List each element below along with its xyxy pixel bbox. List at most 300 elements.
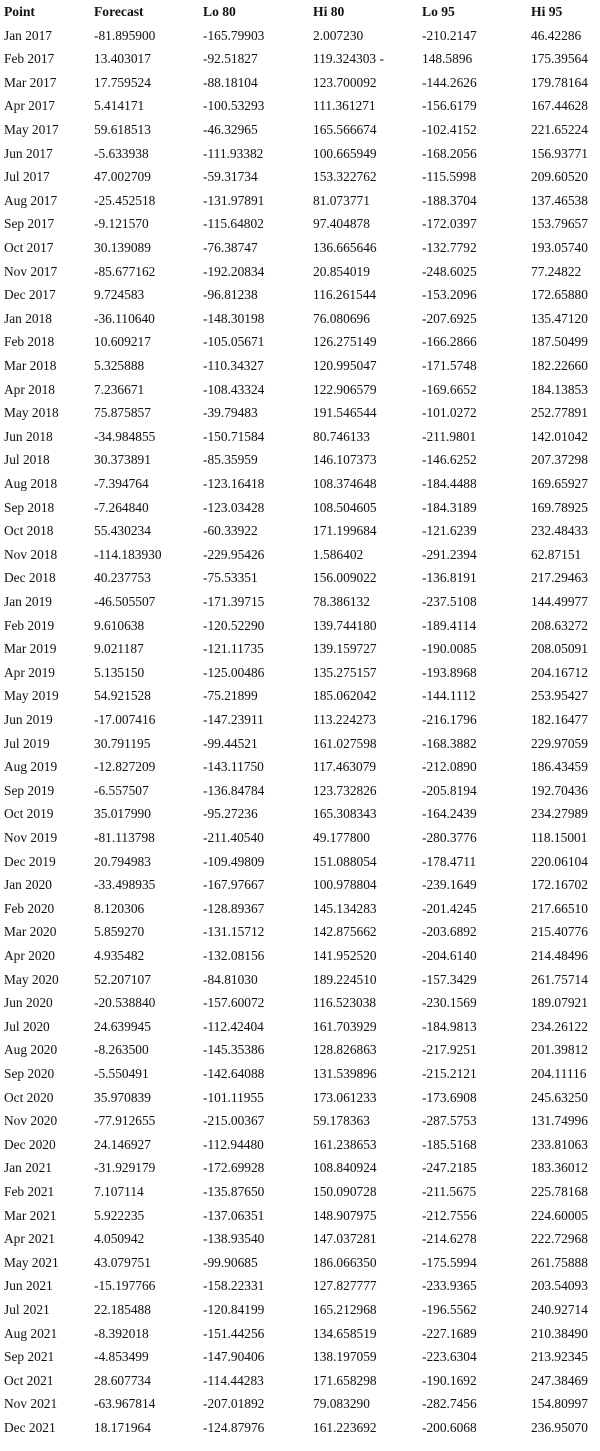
table-row bbox=[0, 236, 600, 260]
table-row bbox=[0, 307, 600, 331]
lo-80-cell: -123.03428 bbox=[203, 499, 265, 515]
hi-95-cell: 209.60520 bbox=[531, 169, 588, 185]
hi-80-cell: 108.374648 bbox=[313, 476, 377, 491]
hi-95-cell: 187.50499 bbox=[531, 334, 588, 350]
point-cell: Jul 2017 bbox=[4, 169, 50, 185]
table-row bbox=[0, 826, 600, 850]
forecast-cell: -6.557507 bbox=[94, 782, 149, 798]
point-cell: May 2021 bbox=[4, 1254, 59, 1270]
hi-80-cell: 136.665646 bbox=[313, 240, 377, 255]
table-row bbox=[0, 1416, 600, 1440]
lo-80-cell: -135.87650 bbox=[203, 1184, 265, 1199]
lo-95-cell: -169.6652 bbox=[422, 381, 477, 397]
table-row bbox=[0, 1133, 600, 1157]
point-cell: Apr 2018 bbox=[4, 381, 55, 397]
hi-80-cell: 1.586402 bbox=[313, 546, 364, 562]
lo-95-cell: -212.7556 bbox=[422, 1207, 477, 1223]
point-cell: Aug 2019 bbox=[4, 759, 58, 775]
forecast-cell: -4.853499 bbox=[94, 1349, 149, 1365]
point-cell: Aug 2017 bbox=[4, 192, 58, 208]
header-lo-95: Lo 95 bbox=[422, 4, 455, 19]
point-cell: Apr 2017 bbox=[4, 98, 55, 114]
hi-95-cell: 201.39812 bbox=[531, 1042, 588, 1058]
hi-95-cell: 245.63250 bbox=[531, 1089, 588, 1105]
forecast-cell: 7.236671 bbox=[94, 381, 145, 397]
lo-95-cell: -280.3776 bbox=[422, 830, 477, 845]
lo-95-cell: -207.6925 bbox=[422, 310, 477, 326]
header-forecast: Forecast bbox=[94, 4, 144, 19]
table-row bbox=[0, 212, 600, 236]
hi-95-cell: 247.38469 bbox=[531, 1372, 588, 1388]
hi-80-cell: 150.090728 bbox=[313, 1184, 377, 1199]
point-cell: Feb 2019 bbox=[4, 617, 55, 633]
lo-95-cell: -175.5994 bbox=[422, 1254, 477, 1270]
lo-95-cell: -214.6278 bbox=[422, 1231, 477, 1247]
table-row bbox=[0, 1274, 600, 1298]
lo-95-cell: -216.1796 bbox=[422, 712, 477, 727]
forecast-cell: -15.197766 bbox=[94, 1278, 156, 1294]
forecast-cell: -34.984855 bbox=[94, 428, 156, 444]
hi-95-cell: 217.29463 bbox=[531, 570, 588, 586]
lo-95-cell: -200.6068 bbox=[422, 1420, 477, 1435]
lo-95-cell: -211.5675 bbox=[422, 1184, 477, 1199]
lo-80-cell: -99.44521 bbox=[203, 735, 258, 751]
hi-95-cell: 208.63272 bbox=[531, 617, 588, 633]
hi-95-cell: 172.65880 bbox=[531, 287, 588, 303]
header-lo-80: Lo 80 bbox=[203, 4, 236, 19]
lo-95-cell: -168.3882 bbox=[422, 735, 477, 751]
hi-80-cell: 111.361271 bbox=[313, 98, 376, 114]
lo-80-cell: -215.00367 bbox=[203, 1113, 265, 1129]
table-row bbox=[0, 448, 600, 472]
forecast-cell: 5.135150 bbox=[94, 664, 145, 680]
hi-95-cell: 169.78925 bbox=[531, 499, 588, 515]
hi-95-cell: 144.49977 bbox=[531, 594, 588, 609]
table-row bbox=[0, 732, 600, 756]
table-row bbox=[0, 637, 600, 661]
forecast-cell: 5.414171 bbox=[94, 98, 145, 114]
hi-80-cell: 156.009022 bbox=[313, 570, 377, 586]
table-row bbox=[0, 661, 600, 685]
hi-95-cell: 213.92345 bbox=[531, 1349, 588, 1365]
header-row bbox=[0, 0, 600, 24]
forecast-cell: -17.007416 bbox=[94, 712, 156, 727]
hi-95-cell: 62.87151 bbox=[531, 546, 582, 562]
hi-95-cell: 220.06104 bbox=[531, 853, 588, 869]
lo-80-cell: -137.06351 bbox=[203, 1207, 265, 1223]
header-hi-80: Hi 80 bbox=[313, 4, 345, 19]
table-row bbox=[0, 614, 600, 638]
lo-95-cell: -193.8968 bbox=[422, 664, 477, 680]
lo-95-cell: -184.9813 bbox=[422, 1018, 477, 1034]
lo-80-cell: -136.84784 bbox=[203, 782, 265, 798]
hi-95-cell: 179.78164 bbox=[531, 74, 588, 90]
forecast-cell: -85.677162 bbox=[94, 263, 156, 279]
hi-95-cell: 167.44628 bbox=[531, 98, 588, 114]
table-row bbox=[0, 684, 600, 708]
forecast-cell: -5.550491 bbox=[94, 1066, 149, 1081]
point-cell: Oct 2021 bbox=[4, 1372, 54, 1388]
hi-95-cell: 261.75714 bbox=[531, 971, 588, 987]
lo-80-cell: -147.23911 bbox=[203, 712, 264, 727]
hi-95-cell: 182.22660 bbox=[531, 358, 588, 373]
hi-95-cell: 169.65927 bbox=[531, 476, 588, 491]
hi-80-cell: 100.978804 bbox=[313, 877, 377, 893]
table-row bbox=[0, 1086, 600, 1110]
table-row bbox=[0, 260, 600, 284]
hi-80-cell: 185.062042 bbox=[313, 688, 377, 704]
point-cell: May 2017 bbox=[4, 122, 59, 137]
forecast-cell: 30.139089 bbox=[94, 240, 151, 255]
forecast-cell: -20.538840 bbox=[94, 995, 156, 1011]
point-cell: Sep 2017 bbox=[4, 216, 55, 232]
hi-95-cell: 131.74996 bbox=[531, 1113, 588, 1129]
table-row bbox=[0, 850, 600, 874]
point-cell: Feb 2020 bbox=[4, 900, 55, 916]
table-row bbox=[0, 1156, 600, 1180]
hi-80-cell: 173.061233 bbox=[313, 1089, 377, 1105]
hi-95-cell: 204.16712 bbox=[531, 664, 588, 680]
hi-95-cell: 204.11116 bbox=[531, 1066, 587, 1081]
hi-95-cell: 225.78168 bbox=[531, 1184, 588, 1199]
hi-80-cell: 165.308343 bbox=[313, 806, 377, 822]
table-row bbox=[0, 920, 600, 944]
forecast-cell: 35.970839 bbox=[94, 1089, 151, 1105]
hi-95-cell: 208.05091 bbox=[531, 641, 588, 657]
table-row bbox=[0, 1109, 600, 1133]
hi-95-cell: 142.01042 bbox=[531, 428, 588, 444]
lo-80-cell: -142.64088 bbox=[203, 1066, 265, 1081]
point-cell: May 2020 bbox=[4, 971, 59, 987]
lo-80-cell: -124.87976 bbox=[203, 1420, 265, 1435]
hi-95-cell: 192.70436 bbox=[531, 782, 588, 798]
forecast-cell: 24.146927 bbox=[94, 1136, 151, 1152]
lo-80-cell: -88.18104 bbox=[203, 74, 258, 90]
forecast-cell: 47.002709 bbox=[94, 169, 151, 185]
forecast-cell: 9.021187 bbox=[94, 641, 144, 657]
hi-80-cell: 116.261544 bbox=[313, 287, 377, 303]
forecast-cell: 20.794983 bbox=[94, 853, 151, 869]
lo-95-cell: -211.9801 bbox=[422, 428, 477, 444]
hi-80-cell: 131.539896 bbox=[313, 1066, 377, 1081]
table-row bbox=[0, 873, 600, 897]
hi-80-cell: 139.159727 bbox=[313, 641, 377, 657]
forecast-cell: -31.929179 bbox=[94, 1160, 156, 1176]
lo-95-cell: -210.2147 bbox=[422, 27, 477, 43]
hi-80-cell: 122.906579 bbox=[313, 381, 377, 397]
hi-80-cell: 171.658298 bbox=[313, 1372, 377, 1388]
point-cell: Nov 2021 bbox=[4, 1396, 58, 1412]
lo-95-cell: -121.6239 bbox=[422, 523, 477, 539]
lo-80-cell: -158.22331 bbox=[203, 1278, 265, 1294]
forecast-cell: 40.237753 bbox=[94, 570, 151, 586]
hi-80-cell: 108.504605 bbox=[313, 499, 377, 515]
lo-80-cell: -192.20834 bbox=[203, 263, 265, 279]
lo-80-cell: -85.35959 bbox=[203, 452, 258, 468]
hi-95-cell: 232.48433 bbox=[531, 523, 588, 539]
hi-95-cell: 233.81063 bbox=[531, 1136, 588, 1152]
hi-80-cell: 2.007230 bbox=[313, 27, 364, 43]
point-cell: Feb 2018 bbox=[4, 334, 55, 350]
lo-80-cell: -120.84199 bbox=[203, 1302, 265, 1317]
hi-80-cell: 80.746133 bbox=[313, 428, 370, 444]
point-cell: Dec 2017 bbox=[4, 287, 56, 303]
forecast-cell: -81.895900 bbox=[94, 27, 156, 43]
lo-80-cell: -143.11750 bbox=[203, 759, 264, 775]
hi-80-cell: 135.275157 bbox=[313, 664, 377, 680]
lo-80-cell: -59.31734 bbox=[203, 169, 258, 185]
point-cell: Aug 2018 bbox=[4, 476, 58, 491]
hi-80-cell: 128.826863 bbox=[313, 1042, 377, 1058]
point-cell: Jul 2021 bbox=[4, 1302, 50, 1317]
point-cell: Jun 2017 bbox=[4, 145, 53, 161]
forecast-cell: -12.827209 bbox=[94, 759, 156, 775]
table-row bbox=[0, 543, 600, 567]
hi-80-cell: 116.523038 bbox=[313, 995, 377, 1011]
forecast-cell: 75.875857 bbox=[94, 405, 151, 421]
lo-80-cell: -148.30198 bbox=[203, 310, 265, 326]
hi-80-cell: 186.066350 bbox=[313, 1254, 377, 1270]
forecast-cell: 18.171964 bbox=[94, 1420, 151, 1435]
point-cell: Nov 2017 bbox=[4, 263, 58, 279]
lo-80-cell: -112.94480 bbox=[203, 1136, 264, 1152]
lo-95-cell: 148.5896 bbox=[422, 51, 473, 67]
lo-95-cell: -166.2866 bbox=[422, 334, 477, 350]
forecast-cell: 4.050942 bbox=[94, 1231, 145, 1247]
lo-80-cell: -171.39715 bbox=[203, 594, 265, 609]
lo-80-cell: -145.35386 bbox=[203, 1042, 265, 1058]
point-cell: Dec 2020 bbox=[4, 1136, 56, 1152]
point-cell: Oct 2019 bbox=[4, 806, 54, 822]
hi-95-cell: 154.80997 bbox=[531, 1396, 588, 1412]
lo-80-cell: -76.38747 bbox=[203, 240, 258, 255]
forecast-cell: 4.935482 bbox=[94, 948, 145, 963]
lo-95-cell: -190.0085 bbox=[422, 641, 477, 657]
table-row bbox=[0, 1204, 600, 1228]
hi-95-cell: 156.93771 bbox=[531, 145, 588, 161]
hi-80-cell: 81.073771 bbox=[313, 192, 370, 208]
lo-80-cell: -60.33922 bbox=[203, 523, 258, 539]
forecast-cell: -9.121570 bbox=[94, 216, 149, 232]
hi-80-cell: 161.703929 bbox=[313, 1018, 377, 1034]
hi-95-cell: 186.43459 bbox=[531, 759, 588, 775]
hi-95-cell: 222.72968 bbox=[531, 1231, 588, 1247]
point-cell: Feb 2021 bbox=[4, 1184, 55, 1199]
table-row bbox=[0, 991, 600, 1015]
lo-80-cell: -92.51827 bbox=[203, 51, 258, 67]
point-cell: Mar 2017 bbox=[4, 74, 57, 90]
lo-80-cell: -39.79483 bbox=[203, 405, 258, 421]
forecast-cell: 28.607734 bbox=[94, 1372, 151, 1388]
point-cell: Feb 2017 bbox=[4, 51, 55, 67]
lo-95-cell: -190.1692 bbox=[422, 1372, 477, 1388]
point-cell: Jul 2019 bbox=[4, 735, 50, 751]
table-row bbox=[0, 330, 600, 354]
lo-95-cell: -144.1112 bbox=[422, 688, 476, 704]
hi-95-cell: 153.79657 bbox=[531, 216, 588, 232]
table-row bbox=[0, 1392, 600, 1416]
forecast-cell: 30.791195 bbox=[94, 735, 151, 751]
hi-80-cell: 76.080696 bbox=[313, 310, 370, 326]
lo-95-cell: -144.2626 bbox=[422, 74, 477, 90]
lo-95-cell: -156.6179 bbox=[422, 98, 477, 114]
table-row bbox=[0, 425, 600, 449]
hi-95-cell: 193.05740 bbox=[531, 240, 588, 255]
lo-80-cell: -114.44283 bbox=[203, 1372, 264, 1388]
hi-80-cell: 78.386132 bbox=[313, 594, 370, 609]
header-hi-95: Hi 95 bbox=[531, 4, 563, 19]
point-cell: Apr 2019 bbox=[4, 664, 55, 680]
hi-80-cell: 161.223692 bbox=[313, 1420, 377, 1435]
forecast-cell: 59.618513 bbox=[94, 122, 151, 137]
hi-95-cell: 137.46538 bbox=[531, 192, 588, 208]
hi-80-cell: 191.546544 bbox=[313, 405, 377, 421]
hi-80-cell: 165.212968 bbox=[313, 1302, 377, 1317]
hi-95-cell: 234.27989 bbox=[531, 806, 588, 822]
lo-95-cell: -287.5753 bbox=[422, 1113, 477, 1129]
hi-95-cell: 135.47120 bbox=[531, 310, 588, 326]
lo-95-cell: -171.5748 bbox=[422, 358, 477, 373]
point-cell: Oct 2017 bbox=[4, 240, 54, 255]
lo-95-cell: -239.1649 bbox=[422, 877, 477, 893]
forecast-cell: -8.263500 bbox=[94, 1042, 149, 1058]
point-cell: Nov 2020 bbox=[4, 1113, 58, 1129]
lo-95-cell: -178.4711 bbox=[422, 853, 477, 869]
hi-95-cell: 234.26122 bbox=[531, 1018, 588, 1034]
forecast-cell: 5.859270 bbox=[94, 924, 145, 940]
table-row bbox=[0, 94, 600, 118]
lo-95-cell: -247.2185 bbox=[422, 1160, 477, 1176]
table-row bbox=[0, 944, 600, 968]
lo-80-cell: -147.90406 bbox=[203, 1349, 265, 1365]
table-row bbox=[0, 1015, 600, 1039]
point-cell: Nov 2018 bbox=[4, 546, 58, 562]
table-row bbox=[0, 802, 600, 826]
table-row bbox=[0, 1322, 600, 1346]
point-cell: Dec 2021 bbox=[4, 1420, 56, 1435]
forecast-cell: 35.017990 bbox=[94, 806, 151, 822]
hi-95-cell: 189.07921 bbox=[531, 995, 588, 1011]
lo-95-cell: -233.9365 bbox=[422, 1278, 477, 1294]
hi-80-cell: 100.665949 bbox=[313, 145, 377, 161]
table-row bbox=[0, 968, 600, 992]
hi-80-cell: 79.083290 bbox=[313, 1396, 370, 1412]
forecast-cell: -46.505507 bbox=[94, 594, 156, 609]
point-cell: Aug 2020 bbox=[4, 1042, 58, 1058]
lo-80-cell: -157.60072 bbox=[203, 995, 265, 1011]
point-cell: Jul 2020 bbox=[4, 1018, 50, 1034]
hi-95-cell: 183.36012 bbox=[531, 1160, 588, 1176]
hi-95-cell: 203.54093 bbox=[531, 1278, 588, 1294]
lo-80-cell: -132.08156 bbox=[203, 948, 265, 963]
lo-80-cell: -167.97667 bbox=[203, 877, 265, 893]
lo-95-cell: -237.5108 bbox=[422, 594, 477, 609]
table-row bbox=[0, 1062, 600, 1086]
hi-95-cell: 224.60005 bbox=[531, 1207, 588, 1223]
forecast-cell: 5.922235 bbox=[94, 1207, 145, 1223]
forecast-cell: 7.107114 bbox=[94, 1184, 144, 1199]
lo-80-cell: -115.64802 bbox=[203, 216, 264, 232]
hi-95-cell: 172.16702 bbox=[531, 877, 588, 893]
lo-95-cell: -196.5562 bbox=[422, 1302, 477, 1317]
point-cell: Jan 2021 bbox=[4, 1160, 52, 1176]
point-cell: Jul 2018 bbox=[4, 452, 50, 468]
lo-80-cell: -105.05671 bbox=[203, 334, 265, 350]
lo-80-cell: -75.21899 bbox=[203, 688, 258, 704]
lo-80-cell: -84.81030 bbox=[203, 971, 258, 987]
hi-80-cell: 145.134283 bbox=[313, 900, 377, 916]
table-row bbox=[0, 378, 600, 402]
hi-80-cell: 134.658519 bbox=[313, 1325, 377, 1341]
hi-80-cell: 59.178363 bbox=[313, 1113, 370, 1129]
lo-95-cell: -282.7456 bbox=[422, 1396, 477, 1412]
lo-80-cell: -172.69928 bbox=[203, 1160, 265, 1176]
hi-80-cell: 165.566674 bbox=[313, 122, 377, 137]
hi-80-cell: 153.322762 bbox=[313, 169, 377, 185]
point-cell: Jun 2018 bbox=[4, 428, 53, 444]
lo-95-cell: -248.6025 bbox=[422, 263, 477, 279]
hi-80-cell: 123.732826 bbox=[313, 782, 377, 798]
lo-95-cell: -168.2056 bbox=[422, 145, 477, 161]
header-point: Point bbox=[4, 4, 35, 19]
lo-95-cell: -189.4114 bbox=[422, 617, 477, 633]
lo-95-cell: -204.6140 bbox=[422, 948, 477, 963]
point-cell: May 2019 bbox=[4, 688, 59, 704]
lo-95-cell: -201.4245 bbox=[422, 900, 477, 916]
lo-95-cell: -102.4152 bbox=[422, 122, 477, 137]
hi-95-cell: 182.16477 bbox=[531, 712, 588, 727]
lo-80-cell: -131.97891 bbox=[203, 192, 265, 208]
lo-80-cell: -110.34327 bbox=[203, 358, 264, 373]
hi-80-cell: 49.177800 bbox=[313, 830, 370, 845]
point-cell: Dec 2018 bbox=[4, 570, 56, 586]
hi-80-cell: 171.199684 bbox=[313, 523, 377, 539]
lo-95-cell: -157.3429 bbox=[422, 971, 477, 987]
forecast-cell: 54.921528 bbox=[94, 688, 151, 704]
point-cell: Jun 2020 bbox=[4, 995, 53, 1011]
forecast-cell: -7.394764 bbox=[94, 476, 149, 491]
lo-95-cell: -188.3704 bbox=[422, 192, 477, 208]
forecast-cell: 8.120306 bbox=[94, 900, 145, 916]
table-row bbox=[0, 401, 600, 425]
lo-80-cell: -121.11735 bbox=[203, 641, 264, 657]
forecast-cell: -33.498935 bbox=[94, 877, 156, 893]
hi-95-cell: 210.38490 bbox=[531, 1325, 588, 1341]
hi-95-cell: 240.92714 bbox=[531, 1302, 588, 1317]
hi-80-cell: 113.224273 bbox=[313, 712, 377, 727]
lo-80-cell: -125.00486 bbox=[203, 664, 265, 680]
lo-80-cell: -46.32965 bbox=[203, 122, 258, 137]
point-cell: Apr 2021 bbox=[4, 1231, 55, 1247]
hi-95-cell: 214.48496 bbox=[531, 948, 588, 963]
forecast-cell: 13.403017 bbox=[94, 51, 151, 67]
hi-95-cell: 175.39564 bbox=[531, 51, 588, 67]
lo-95-cell: -230.1569 bbox=[422, 995, 477, 1011]
lo-80-cell: -165.79903 bbox=[203, 27, 265, 43]
forecast-cell: 30.373891 bbox=[94, 452, 151, 468]
lo-95-cell: -185.5168 bbox=[422, 1136, 477, 1152]
point-cell: Apr 2020 bbox=[4, 948, 55, 963]
hi-80-cell: 108.840924 bbox=[313, 1160, 377, 1176]
lo-95-cell: -184.4488 bbox=[422, 476, 477, 491]
hi-80-cell: 161.238653 bbox=[313, 1136, 377, 1152]
hi-80-cell: 147.037281 bbox=[313, 1231, 377, 1247]
forecast-cell: 55.430234 bbox=[94, 523, 151, 539]
lo-95-cell: -153.2096 bbox=[422, 287, 477, 303]
table-row bbox=[0, 1298, 600, 1322]
table-row bbox=[0, 1180, 600, 1204]
hi-95-cell: 253.95427 bbox=[531, 688, 588, 704]
